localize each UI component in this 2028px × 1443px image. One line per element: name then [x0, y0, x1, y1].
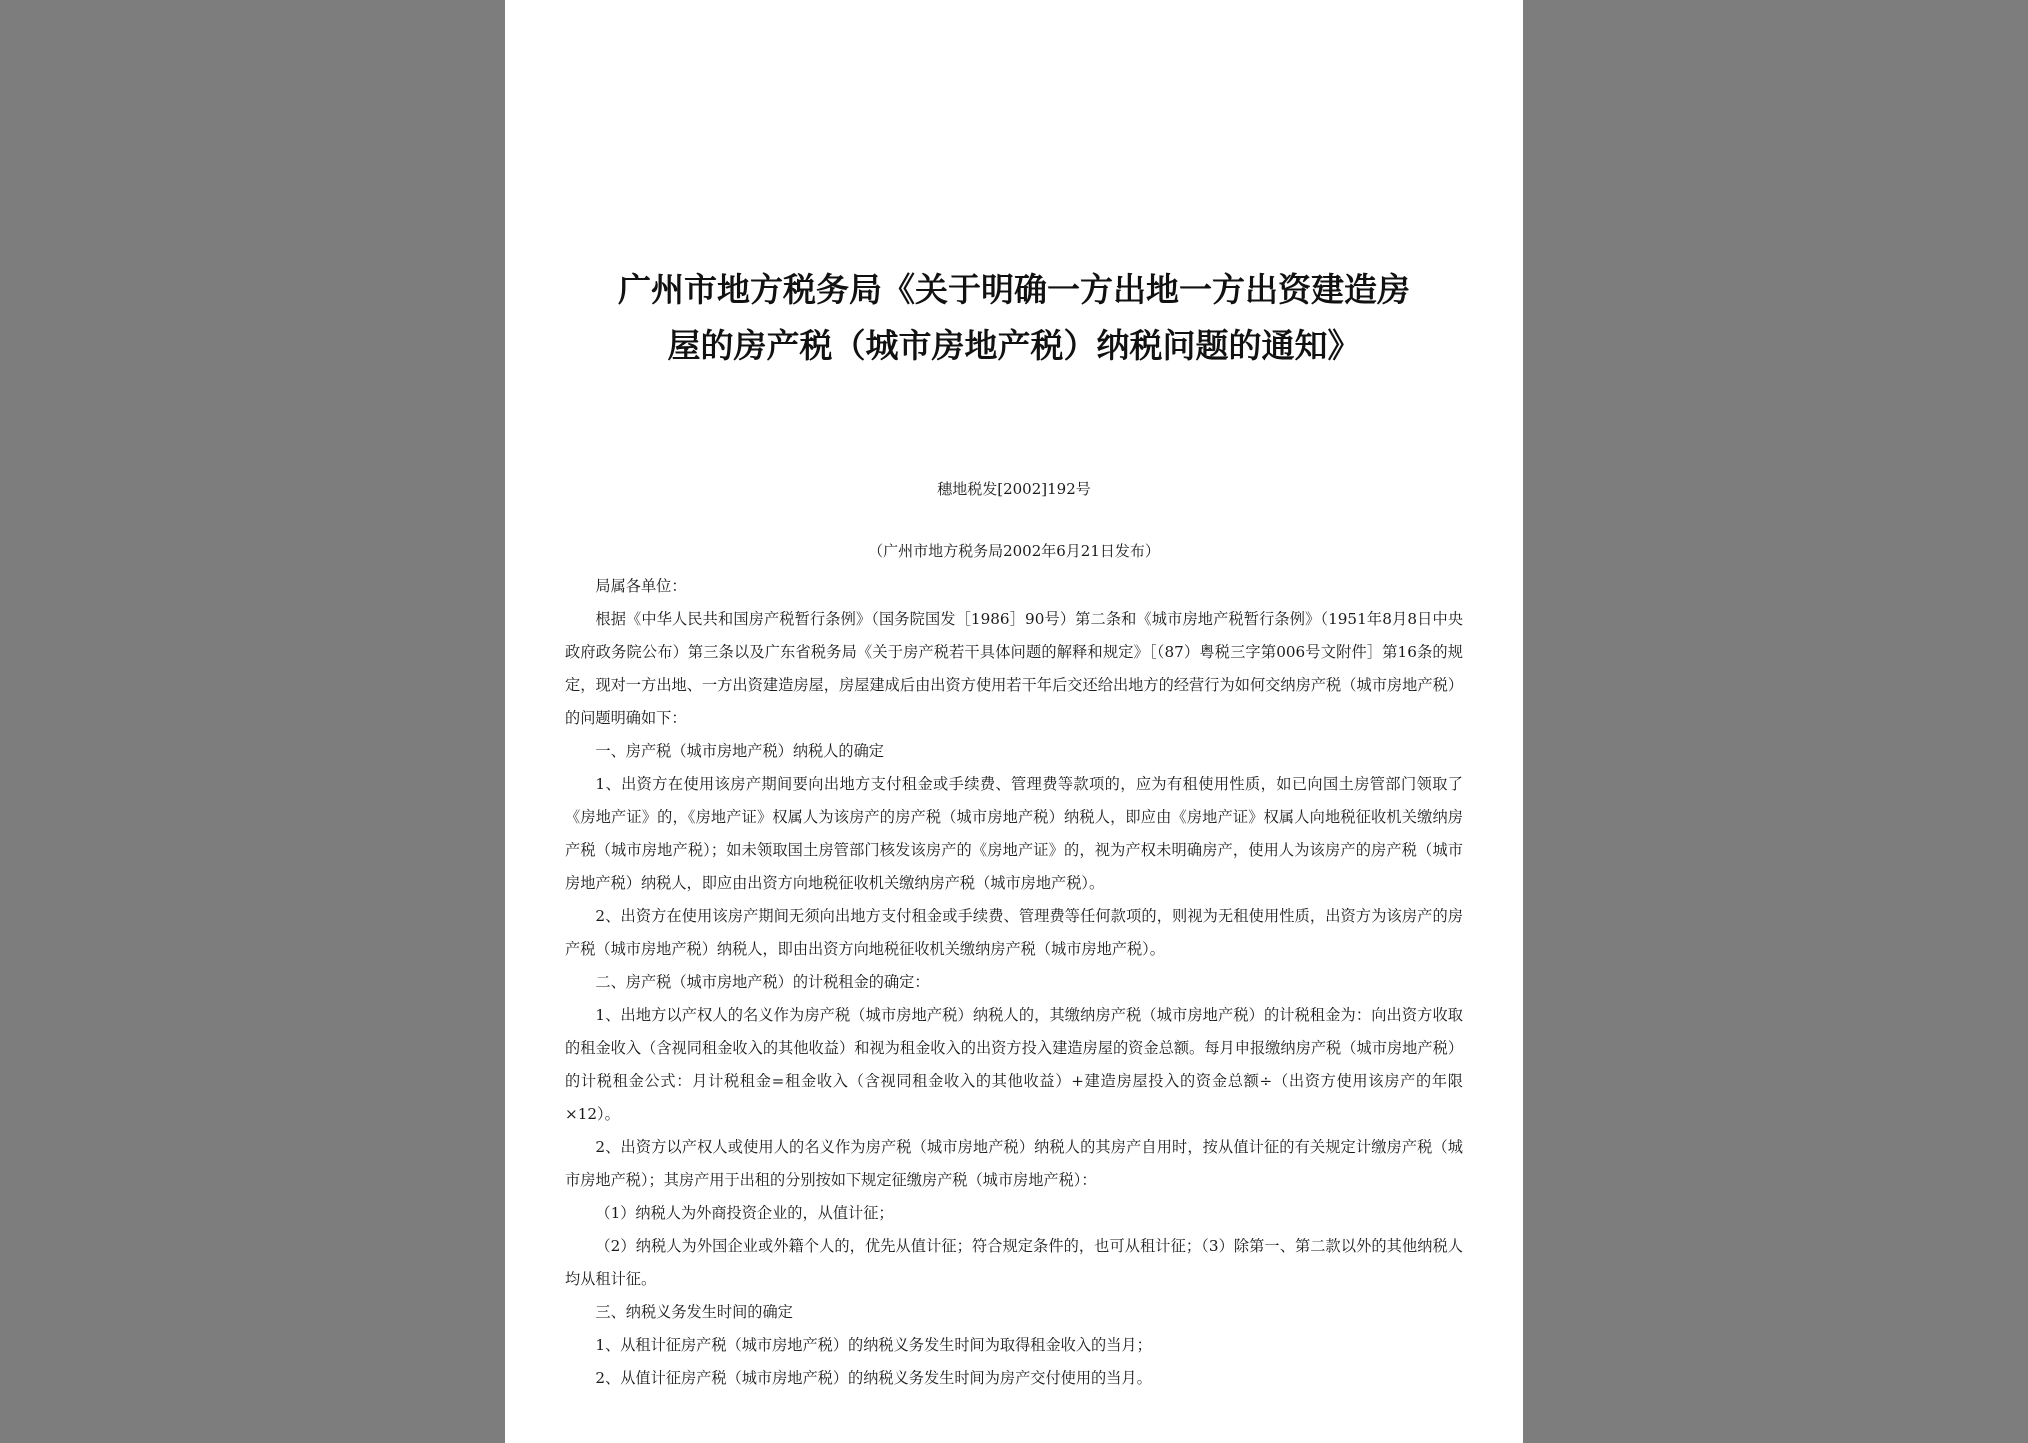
paragraph: 1、从租计征房产税（城市房地产税）的纳税义务发生时间为取得租金收入的当月；: [595, 1336, 1152, 1354]
title-line-1: 广州市地方税务局《关于明确一方出地一方出资建造房: [618, 270, 1410, 309]
document-body: [565, 570, 1463, 1395]
section-heading-1: 一、房产税（城市房地产税）纳税人的确定: [595, 742, 884, 760]
paragraph-preamble: 根据《中华人民共和国房产税暂行条例》（国务院国发［1986］90号）第二条和《城市房地产税暂行条例》（1951年8月8日中央政府政务院公布）第三条以及广东省税务局《关于房产税若干具体问题的解释和规定》［（87）粤税三字第006号文附件］第16条的规定，现对一方出地、一方出资建造房屋，房屋建成后由出资方使用若干年后交还给出地方的经营行为如何交纳房产税（城市房地产税）的问题明确如下：: [565, 610, 1463, 727]
title-line-2: 屋的房产税（城市房地产税）纳税问题的通知》: [667, 326, 1361, 365]
paragraph: 2、出资方在使用该房产期间无须向出地方支付租金或手续费、管理费等任何款项的，则视为无租使用性质，出资方为该房产的房产税（城市房地产税）纳税人，即由出资方向地税征收机关缴纳房产税（城市房地产税）。: [565, 907, 1463, 958]
paragraph: 1、出资方在使用该房产期间要向出地方支付租金或手续费、管理费等款项的，应为有租使用性质，如已向国土房管部门领取了《房地产证》的，《房地产证》权属人为该房产的房产税（城市房地产税）纳税人，即应由《房地产证》权属人向地税征收机关缴纳房产税（城市房地产税）；如未领取国土房管部门核发该房产的《房地产证》的，视为产权未明确房产，使用人为该房产的房产税（城市房地产税）纳税人，即应由出资方向地税征收机关缴纳房产税（城市房地产税）。: [565, 775, 1463, 892]
paragraph: 2、从值计征房产税（城市房地产税）的纳税义务发生时间为房产交付使用的当月。: [595, 1369, 1152, 1387]
paragraph: 1、出地方以产权人的名义作为房产税（城市房地产税）纳税人的，其缴纳房产税（城市房地产税）的计税租金为：向出资方收取的租金收入（含视同租金收入的其他收益）和视为租金收入的出资方投入建造房屋的资金总额。每月申报缴纳房产税（城市房地产税）的计税租金公式：月计税租金=租金收入（含视同租金收入的其他收益）+建造房屋投入的资金总额÷（出资方使用该房产的年限×12）。: [565, 1006, 1463, 1123]
section-heading-2: 二、房产税（城市房地产税）的计税租金的确定：: [595, 973, 930, 991]
salutation: 局属各单位：: [595, 577, 687, 595]
section-heading-3: 三、纳税义务发生时间的确定: [595, 1303, 793, 1321]
document-number: 穗地税发[2002]192号: [937, 480, 1091, 498]
document-page: [505, 0, 1523, 1443]
issue-note: （广州市地方税务局2002年6月21日发布）: [868, 542, 1160, 560]
document-title: [565, 262, 1463, 374]
list-item: （1）纳税人为外商投资企业的，从值计征；: [595, 1204, 894, 1222]
paragraph: 2、出资方以产权人或使用人的名义作为房产税（城市房地产税）纳税人的其房产自用时，按从值计征的有关规定计缴房产税（城市房地产税）；其房产用于出租的分别按如下规定征缴房产税（城市房地产税）：: [565, 1138, 1463, 1189]
list-item: （2）纳税人为外国企业或外籍个人的，优先从值计征；符合规定条件的，也可从租计征；（3）除第一、第二款以外的其他纳税人均从租计征。: [565, 1237, 1463, 1288]
